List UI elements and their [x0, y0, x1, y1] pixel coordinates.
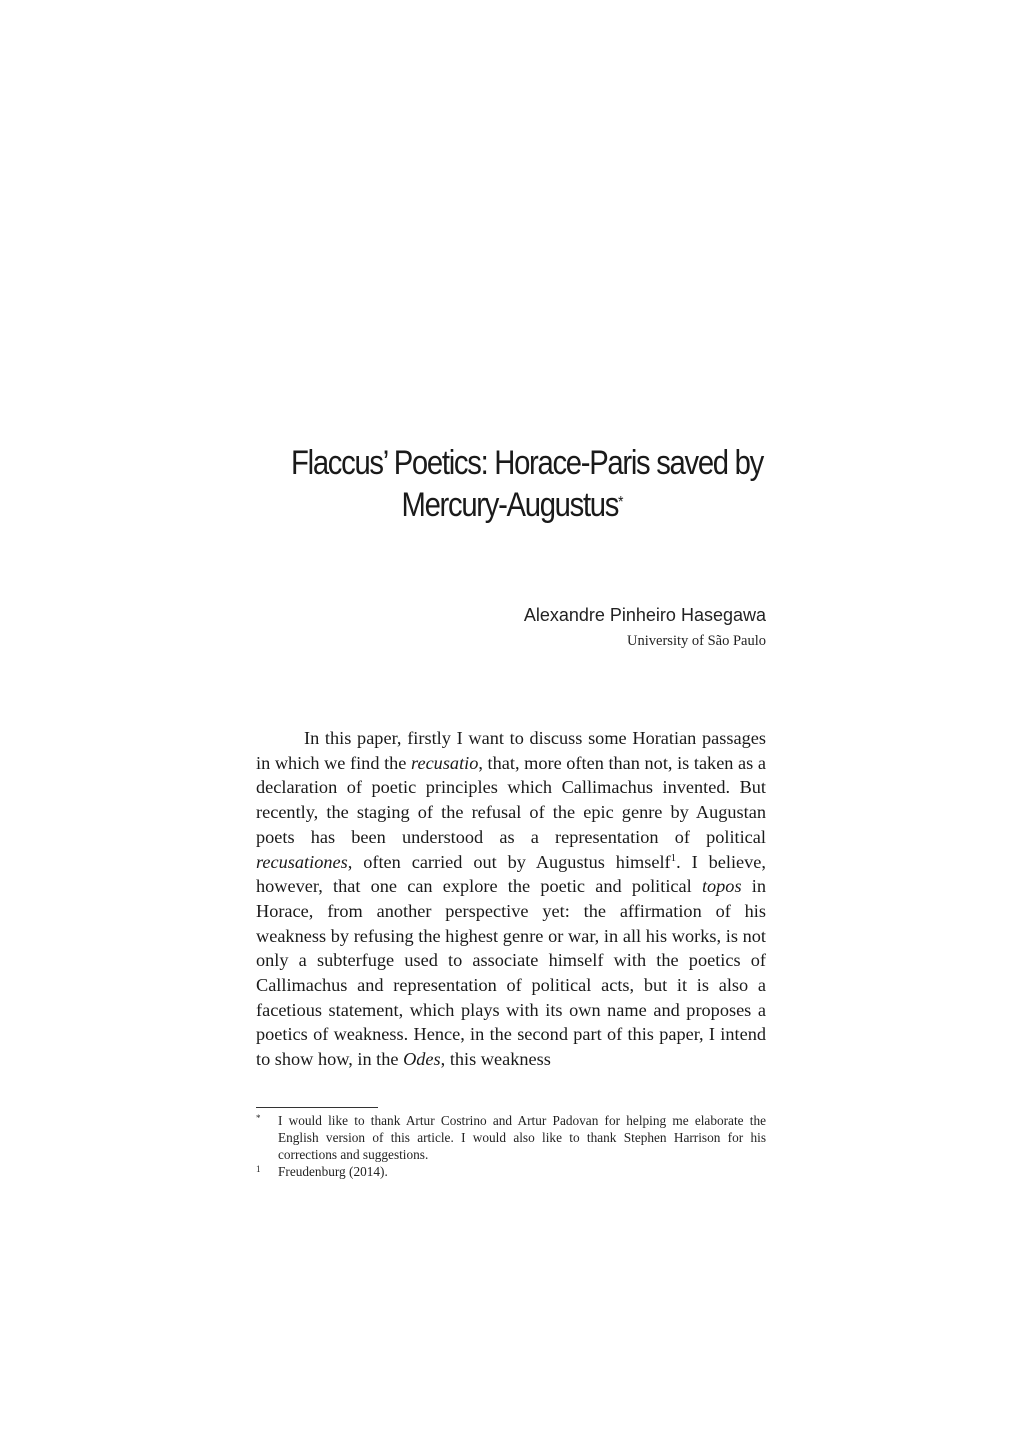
- author-name: Alexandre Pinheiro Hasegawa: [523, 605, 766, 625]
- body-text-segment: . I believe, however, that one can explore the poetic and political: [256, 851, 766, 897]
- body-text-segment: , that, more often than not, is taken as a declaration of poetic principles which Callimachus invented. But recently, the staging of the refusal of the epic genre by Augustan poets has been understood as a representation of political: [256, 752, 766, 847]
- footnote-item: [256, 1112, 766, 1163]
- footnote-text: Freudenburg (2014).: [278, 1164, 388, 1179]
- footnote-marker: *: [256, 1113, 261, 1123]
- body-italic-term: recusationes: [256, 851, 348, 872]
- footnotes: [256, 1112, 766, 1180]
- title-footnote-marker: *: [618, 494, 624, 511]
- body-text-segment: , this weakness: [440, 1049, 551, 1070]
- footnote-divider: [256, 1107, 378, 1108]
- author-affiliation: University of São Paulo: [627, 633, 766, 649]
- body-italic-term: Odes: [403, 1049, 441, 1070]
- footnote-marker: 1: [256, 1164, 261, 1174]
- title-line-1: Flaccus’ Poetics: Horace-Paris saved by: [291, 444, 763, 482]
- body-text-segment: , often carried out by Augustus himself: [347, 851, 671, 872]
- body-italic-term: recusatio: [411, 752, 479, 773]
- footnote-reference[interactable]: 1: [670, 851, 677, 864]
- body-text-segment: In this paper, firstly I want to discuss some Horatian passages in which we find the: [256, 728, 766, 773]
- body-italic-term: topos: [701, 876, 742, 897]
- body-paragraph: [256, 726, 766, 1072]
- body-text-segment: in Horace, from another perspective yet: the affirmation of his weakness by refusing the highest genre or war, in all his works, is not only a subterfuge used to associate himself with the poetics of Callimachus and representation of political acts, but it is also a facetious statement, which plays with its own name and proposes a poetics of weakness. Hence, in the second part of this paper, I intend to show how, in the: [256, 876, 766, 1070]
- title-line-2-text: Mercury-Augustus: [401, 486, 619, 524]
- title-line-2: [291, 484, 734, 526]
- paper-title: [291, 442, 763, 526]
- footnote-text: I would like to thank Artur Costrino and Artur Padovan for helping me elaborate the English version of this article. I would also like to thank Stephen Harrison for his corrections and suggestions.: [278, 1113, 766, 1162]
- footnote-item: [256, 1163, 766, 1180]
